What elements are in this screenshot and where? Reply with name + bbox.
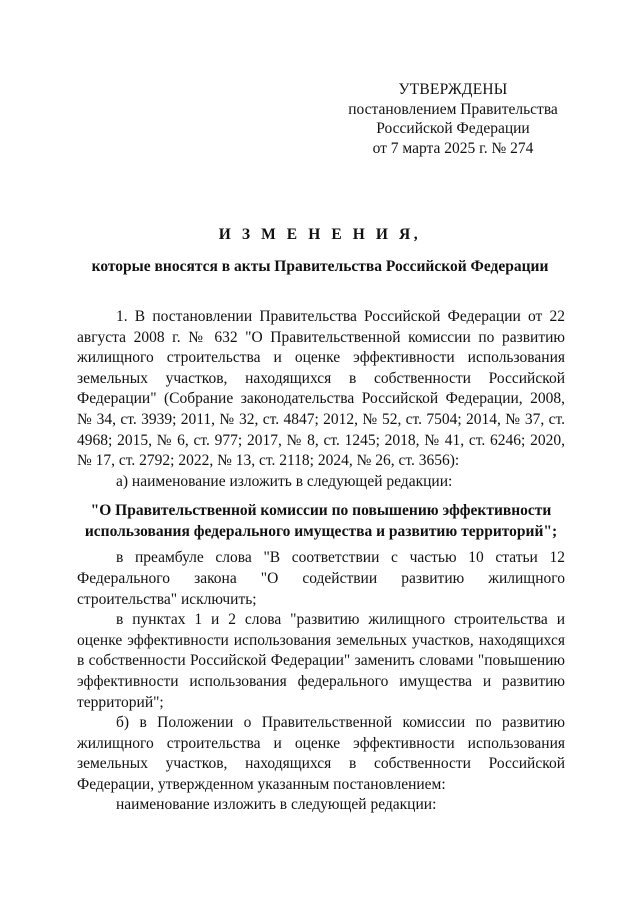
- paragraph-points-1-2: в пунктах 1 и 2 слова "развитию жилищного строительства и оценке эффективности использования земельных участков, находящихся в собственности Российской Федерации" заменить словами "повышению эффективности использования федерального имущества и развитию территорий";: [77, 611, 565, 711]
- paragraph-preamble: в преамбуле слова "В соответствии с частью 10 статьи 12 Федерального закона "О содействии развитию жилищного строительства" исключить;: [77, 549, 565, 608]
- document-subtitle: которые вносятся в акты Правительства Российской Федерации: [91, 258, 549, 275]
- paragraph-item-a: а) наименование изложить в следующей редакции:: [116, 472, 453, 490]
- approval-heading: УТВЕРЖДЕНЫ: [398, 81, 508, 98]
- approval-line-date: от 7 марта 2025 г. № 274: [372, 139, 534, 157]
- approval-block: [340, 80, 566, 158]
- paragraph-name-edit: наименование изложить в следующей редакции:: [116, 796, 437, 814]
- document-title: И З М Е Н Е Н И Я,: [218, 226, 422, 243]
- approval-line-federation: Российской Федерации: [376, 120, 530, 137]
- paragraph-item-b: б) в Положении о Правительственной комиссии по развитию жилищного строительства и оценке эффективности использования земельных участков, находящихся в собственности Российской Федерации, утвержденном указанным постановлением:: [77, 714, 565, 793]
- approval-line-decree: постановлением Правительства: [348, 100, 558, 118]
- document-body: [77, 307, 565, 816]
- new-title-quote: "О Правительственной комиссии по повышению эффективности использования федерального имущества и развитию территорий";: [84, 502, 558, 541]
- paragraph-1: 1. В постановлении Правительства Российской Федерации от 22 августа 2008 г. № 632 "О Правительственной комиссии по развитию жилищного строительства и оценке эффективности использования земельных участков, находящихся в собственности Российской Федерации" (Собрание законодательства Российской Федерации, 2008, № 34, ст. 3939; 2011, № 32, ст. 4847; 2012, № 52, ст. 7504; 2014, № 37, ст. 4968; 2015, № 6, ст. 977; 2017, № 8, ст. 1245; 2018, № 41, ст. 6246; 2020, № 17, ст. 2792; 2022, № 13, ст. 2118; 2024, № 26, ст. 3656):: [77, 308, 565, 470]
